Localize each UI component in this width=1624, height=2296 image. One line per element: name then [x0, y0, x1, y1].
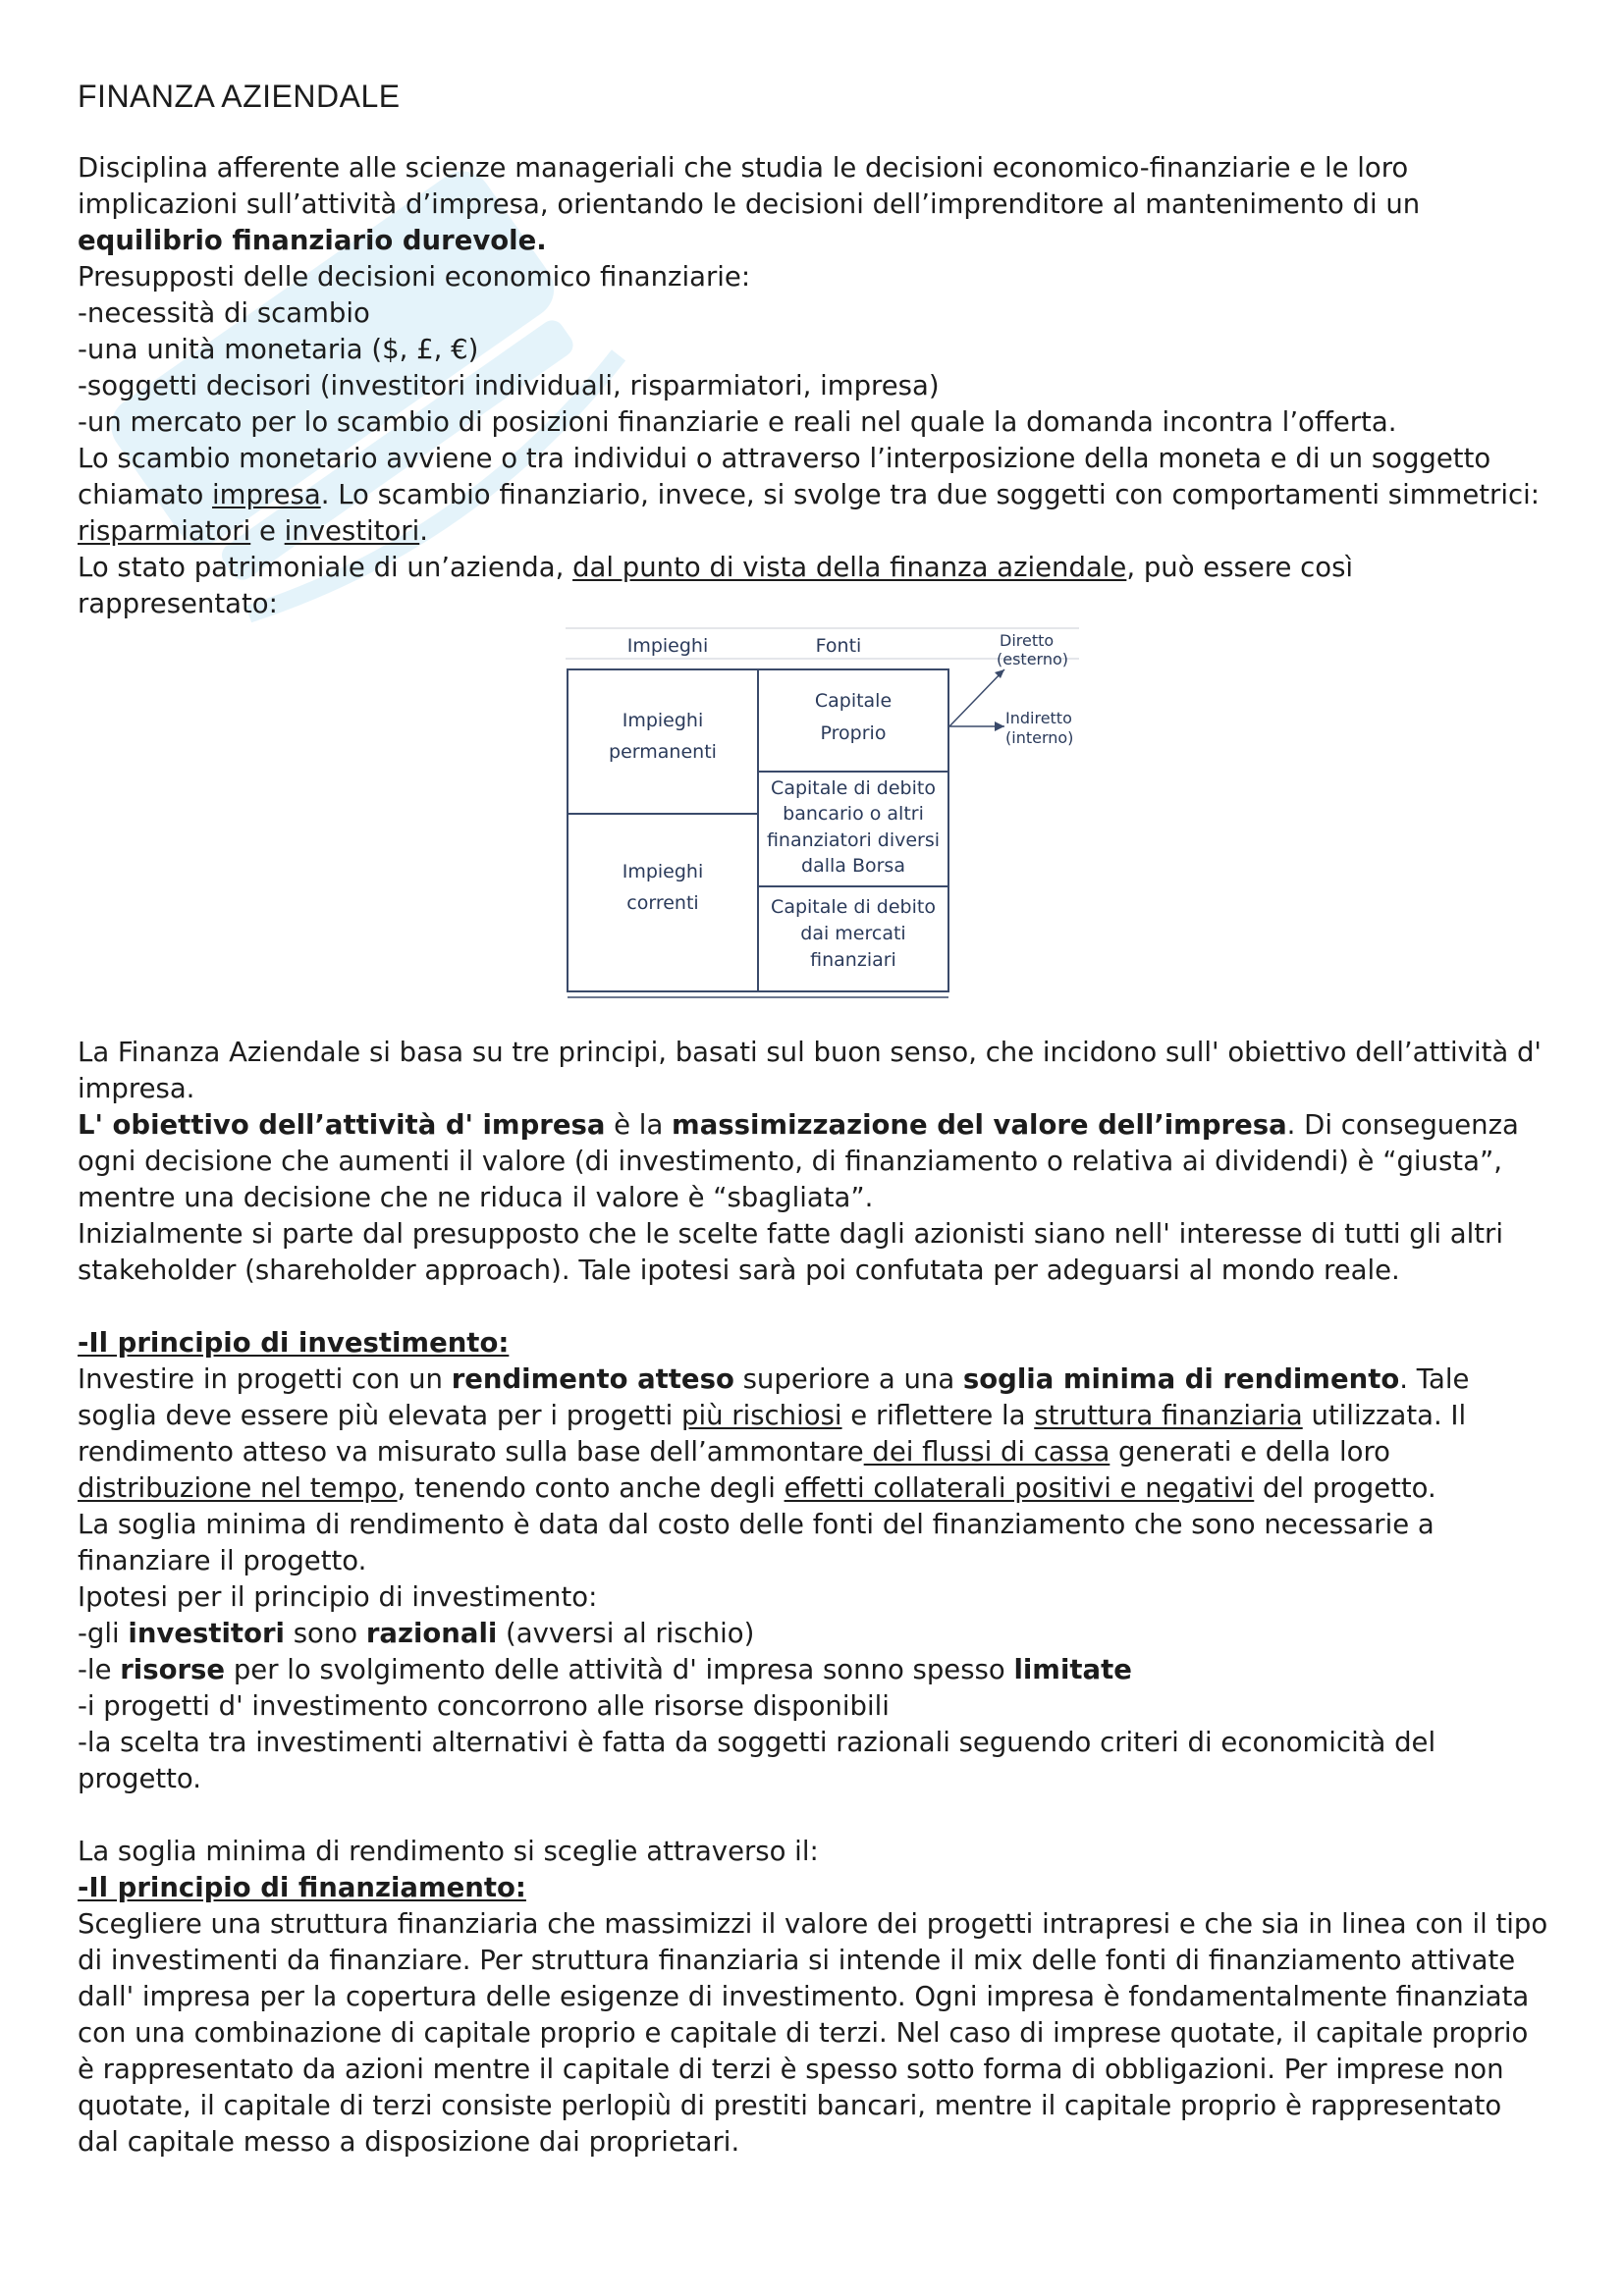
impieghi-permanenti-l1: Impieghi [622, 710, 704, 731]
impieghi-permanenti-l2: permanenti [609, 741, 717, 763]
finanziamento-heading: -Il principio di finanziamento: [78, 1872, 526, 1903]
debito-mercati-l1: Capitale di debito [771, 896, 936, 918]
scambio-paragraph: Lo scambio monetario avviene o tra individui o attraverso l’interposizione della moneta e di un soggetto chiamato impresa. Lo scambio finanziario, invece, si svolge tra due soggetti con comportamenti simmetrici: risparmiatori e investitori. [78, 443, 1540, 547]
list-item: -una unità monetaria ($, £, €) [78, 334, 479, 365]
debito-mercati-l2: dai mercati [800, 923, 906, 944]
capitale-proprio-l1: Capitale [814, 690, 893, 712]
ipotesi-title: Ipotesi per il principio di investimento: [78, 1581, 598, 1613]
diretto-l1: Diretto [1000, 631, 1055, 650]
investimento-heading: -Il principio di investimento: [78, 1327, 510, 1359]
obiettivo-paragraph: L' obiettivo dell’attività d' impresa è la massimizzazione del valore dell’impresa. Di conseguenza ogni decisione che aumenti il valore (di investimento, di finanziamento o relativa ai dividendi) è “giusta”, mentre una decisione che ne riduca il valore è “sbagliata”. [78, 1109, 1519, 1213]
balance-sheet-diagram [78, 622, 1550, 1003]
document-page [78, 79, 1550, 2161]
debito-mercati-l3: finanziari [810, 949, 896, 971]
stato-paragraph: Lo stato patrimoniale di un’azienda, dal punto di vista della finanza aziendale, può essere così rappresentato: [78, 552, 1354, 619]
list-item: -le risorse per lo svolgimento delle attività d' impresa sonno spesso limitate [78, 1654, 1132, 1685]
list-item: -un mercato per lo scambio di posizioni finanziarie e reali nel quale la domanda incontra l’offerta. [78, 406, 1397, 438]
presupposto-paragraph: Inizialmente si parte dal presupposto che le scelte fatte dagli azionisti siano nell' interesse di tutti gli altri stakeholder (shareholder approach). Tale ipotesi sarà poi confutata per adeguarsi al mondo reale. [78, 1218, 1503, 1286]
debito-bancario-l4: dalla Borsa [801, 855, 905, 877]
diretto-l2: (esterno) [997, 650, 1069, 668]
indiretto-l2: (interno) [1005, 728, 1074, 747]
page-title: FINANZA AZIENDALE [78, 79, 401, 114]
principi-paragraph: La Finanza Aziendale si basa su tre principi, basati sul buon senso, che incidono sull' obiettivo dell’attività d' impresa. [78, 1037, 1542, 1104]
intro-paragraph: Disciplina afferente alle scienze manageriali che studia le decisioni economico-finanziarie e le loro implicazioni sull’attività d’impresa, orientando le decisioni dell’imprenditore al mantenimento di un equilibrio finanziario durevole. [78, 152, 1421, 256]
list-item: -gli investitori sono razionali (avversi al rischio) [78, 1618, 755, 1649]
capitale-proprio-l2: Proprio [820, 722, 887, 744]
list-item: -i progetti d' investimento concorrono alle risorse disponibili [78, 1690, 890, 1722]
list-item: -soggetti decisori (investitori individuali, risparmiatori, impresa) [78, 370, 940, 401]
indiretto-l1: Indiretto [1005, 709, 1072, 727]
soglia-paragraph: La soglia minima di rendimento è data dal costo delle fonti del finanziamento che sono necessarie a finanziare il progetto. [78, 1509, 1435, 1576]
finanziamento-intro: La soglia minima di rendimento si sceglie attraverso il: [78, 1836, 819, 1867]
impieghi-correnti-l2: correnti [626, 892, 699, 914]
list-item: -necessità di scambio [78, 297, 370, 329]
presupposti-title: Presupposti delle decisioni economico finanziarie: [78, 261, 751, 293]
list-item: -la scelta tra investimenti alternativi è fatta da soggetti razionali seguendo criteri di economicità del progetto. [78, 1727, 1436, 1794]
debito-bancario-l3: finanziatori diversi [766, 829, 941, 851]
finanziamento-paragraph: Scegliere una struttura finanziaria che massimizzi il valore dei progetti intrapresi e che sia in linea con il tipo di investimenti da finanziare. Per struttura finanziaria si intende il mix delle fonti di finanziamento attivate dall' impresa per la copertura delle esigenze di investimento. Ogni impresa è fondamentalmente finanziata con una combinazione di capitale proprio e capitale di terzi. Nel caso di imprese quotate, il capitale proprio è rappresentato da azioni mentre il capitale di terzi è spesso sotto forma di obbligazioni. Per imprese non quotate, il capitale di terzi consiste perlopiù di prestiti bancari, mentre il capitale proprio è rappresentato dal capitale messo a disposizione dai proprietari. [78, 1908, 1548, 2158]
col-impieghi-label: Impieghi [626, 635, 709, 657]
debito-bancario-l2: bancario o altri [783, 803, 924, 825]
col-fonti-label: Fonti [815, 635, 862, 657]
impieghi-correnti-l1: Impieghi [622, 861, 704, 882]
investimento-paragraph: Investire in progetti con un rendimento atteso superiore a una soglia minima di rendimento. Tale soglia deve essere più elevata per i progetti più rischiosi e riflettere la struttura finanziaria utilizzata. Il rendimento atteso va misurato sulla base dell’ammontare dei flussi di cassa generati e della loro distribuzione nel tempo, tenendo conto anche degli effetti collaterali positivi e negativi del progetto. [78, 1363, 1470, 1504]
debito-bancario-l1: Capitale di debito [771, 777, 936, 799]
